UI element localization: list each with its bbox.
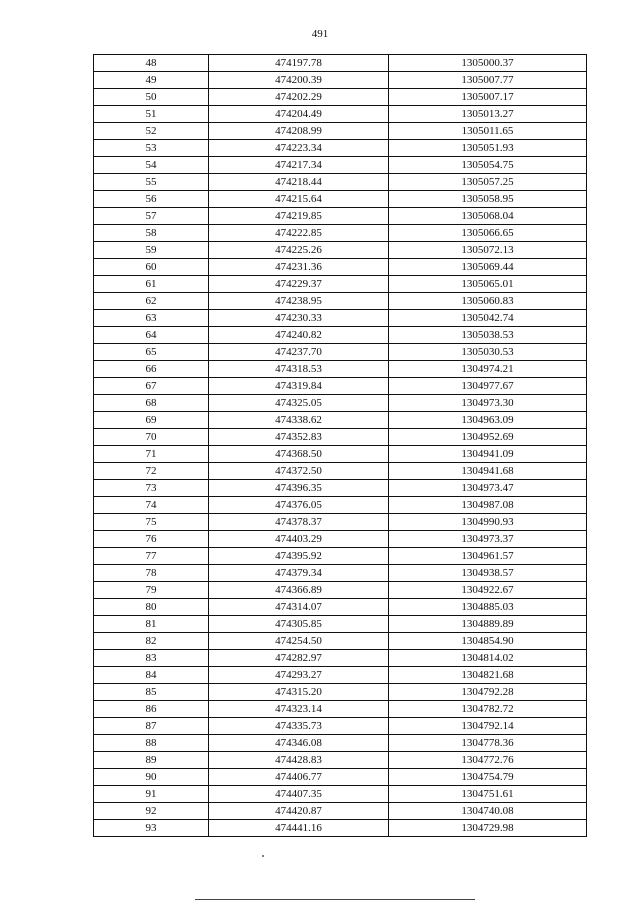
table-row xyxy=(94,361,587,378)
x-coordinate-cell: 474282.97 xyxy=(209,650,389,667)
point-number-cell: 93 xyxy=(94,820,209,837)
y-coordinate-cell: 1305000.37 xyxy=(389,55,587,72)
point-number-cell: 83 xyxy=(94,650,209,667)
x-coordinate-cell: 474378.37 xyxy=(209,514,389,531)
point-number-cell: 65 xyxy=(94,344,209,361)
y-coordinate-cell: 1304922.67 xyxy=(389,582,587,599)
point-number-cell: 81 xyxy=(94,616,209,633)
y-coordinate-cell: 1305038.53 xyxy=(389,327,587,344)
x-coordinate-cell: 474441.16 xyxy=(209,820,389,837)
x-coordinate-cell: 474335.73 xyxy=(209,718,389,735)
point-number-cell: 60 xyxy=(94,259,209,276)
x-coordinate-cell: 474379.34 xyxy=(209,565,389,582)
x-coordinate-cell: 474407.35 xyxy=(209,786,389,803)
table-row xyxy=(94,480,587,497)
table-row xyxy=(94,718,587,735)
point-number-cell: 48 xyxy=(94,55,209,72)
y-coordinate-cell: 1304963.09 xyxy=(389,412,587,429)
x-coordinate-cell: 474219.85 xyxy=(209,208,389,225)
point-number-cell: 76 xyxy=(94,531,209,548)
y-coordinate-cell: 1304974.21 xyxy=(389,361,587,378)
point-number-cell: 50 xyxy=(94,89,209,106)
table-row xyxy=(94,701,587,718)
table-row xyxy=(94,667,587,684)
coordinate-table-body xyxy=(94,55,587,837)
table-row xyxy=(94,531,587,548)
point-number-cell: 82 xyxy=(94,633,209,650)
point-number-cell: 91 xyxy=(94,786,209,803)
point-number-cell: 77 xyxy=(94,548,209,565)
point-number-cell: 64 xyxy=(94,327,209,344)
table-row xyxy=(94,378,587,395)
y-coordinate-cell: 1304751.61 xyxy=(389,786,587,803)
x-coordinate-cell: 474314.07 xyxy=(209,599,389,616)
point-number-cell: 70 xyxy=(94,429,209,446)
x-coordinate-cell: 474230.33 xyxy=(209,310,389,327)
table-row xyxy=(94,514,587,531)
table-row xyxy=(94,225,587,242)
table-row xyxy=(94,123,587,140)
point-number-cell: 61 xyxy=(94,276,209,293)
point-number-cell: 52 xyxy=(94,123,209,140)
y-coordinate-cell: 1304772.76 xyxy=(389,752,587,769)
y-coordinate-cell: 1304987.08 xyxy=(389,497,587,514)
x-coordinate-cell: 474231.36 xyxy=(209,259,389,276)
point-number-cell: 90 xyxy=(94,769,209,786)
y-coordinate-cell: 1305007.17 xyxy=(389,89,587,106)
point-number-cell: 54 xyxy=(94,157,209,174)
y-coordinate-cell: 1304792.28 xyxy=(389,684,587,701)
y-coordinate-cell: 1304941.09 xyxy=(389,446,587,463)
scan-speck xyxy=(262,855,264,857)
point-number-cell: 79 xyxy=(94,582,209,599)
x-coordinate-cell: 474420.87 xyxy=(209,803,389,820)
table-row xyxy=(94,242,587,259)
point-number-cell: 63 xyxy=(94,310,209,327)
table-row xyxy=(94,293,587,310)
x-coordinate-cell: 474229.37 xyxy=(209,276,389,293)
table-row xyxy=(94,616,587,633)
y-coordinate-cell: 1304778.36 xyxy=(389,735,587,752)
table-row xyxy=(94,327,587,344)
table-row xyxy=(94,89,587,106)
page-number: 491 xyxy=(311,28,329,40)
table-row xyxy=(94,55,587,72)
x-coordinate-cell: 474396.35 xyxy=(209,480,389,497)
table-row xyxy=(94,735,587,752)
table-row xyxy=(94,208,587,225)
table-row xyxy=(94,276,587,293)
y-coordinate-cell: 1304990.93 xyxy=(389,514,587,531)
table-row xyxy=(94,786,587,803)
y-coordinate-cell: 1304977.67 xyxy=(389,378,587,395)
x-coordinate-cell: 474318.53 xyxy=(209,361,389,378)
y-coordinate-cell: 1304961.57 xyxy=(389,548,587,565)
y-coordinate-cell: 1305060.83 xyxy=(389,293,587,310)
y-coordinate-cell: 1305068.04 xyxy=(389,208,587,225)
x-coordinate-cell: 474352.83 xyxy=(209,429,389,446)
table-row xyxy=(94,497,587,514)
x-coordinate-cell: 474240.82 xyxy=(209,327,389,344)
y-coordinate-cell: 1305030.53 xyxy=(389,344,587,361)
point-number-cell: 73 xyxy=(94,480,209,497)
x-coordinate-cell: 474315.20 xyxy=(209,684,389,701)
y-coordinate-cell: 1305069.44 xyxy=(389,259,587,276)
table-row xyxy=(94,191,587,208)
table-row xyxy=(94,310,587,327)
x-coordinate-cell: 474428.83 xyxy=(209,752,389,769)
y-coordinate-cell: 1304854.90 xyxy=(389,633,587,650)
y-coordinate-cell: 1304782.72 xyxy=(389,701,587,718)
x-coordinate-cell: 474238.95 xyxy=(209,293,389,310)
point-number-cell: 87 xyxy=(94,718,209,735)
point-number-cell: 69 xyxy=(94,412,209,429)
point-number-cell: 59 xyxy=(94,242,209,259)
y-coordinate-cell: 1304952.69 xyxy=(389,429,587,446)
y-coordinate-cell: 1304973.37 xyxy=(389,531,587,548)
point-number-cell: 67 xyxy=(94,378,209,395)
x-coordinate-cell: 474403.29 xyxy=(209,531,389,548)
y-coordinate-cell: 1304941.68 xyxy=(389,463,587,480)
table-row xyxy=(94,582,587,599)
x-coordinate-cell: 474254.50 xyxy=(209,633,389,650)
table-row xyxy=(94,395,587,412)
x-coordinate-cell: 474197.78 xyxy=(209,55,389,72)
point-number-cell: 92 xyxy=(94,803,209,820)
table-row xyxy=(94,599,587,616)
x-coordinate-cell: 474202.29 xyxy=(209,89,389,106)
y-coordinate-cell: 1304740.08 xyxy=(389,803,587,820)
y-coordinate-cell: 1305065.01 xyxy=(389,276,587,293)
y-coordinate-cell: 1304814.02 xyxy=(389,650,587,667)
x-coordinate-cell: 474395.92 xyxy=(209,548,389,565)
y-coordinate-cell: 1304754.79 xyxy=(389,769,587,786)
table-row xyxy=(94,684,587,701)
x-coordinate-cell: 474218.44 xyxy=(209,174,389,191)
point-number-cell: 84 xyxy=(94,667,209,684)
x-coordinate-cell: 474323.14 xyxy=(209,701,389,718)
x-coordinate-cell: 474223.34 xyxy=(209,140,389,157)
y-coordinate-cell: 1305058.95 xyxy=(389,191,587,208)
point-number-cell: 55 xyxy=(94,174,209,191)
table-row xyxy=(94,412,587,429)
y-coordinate-cell: 1305007.77 xyxy=(389,72,587,89)
y-coordinate-cell: 1304729.98 xyxy=(389,820,587,837)
x-coordinate-cell: 474215.64 xyxy=(209,191,389,208)
point-number-cell: 78 xyxy=(94,565,209,582)
point-number-cell: 89 xyxy=(94,752,209,769)
y-coordinate-cell: 1304973.30 xyxy=(389,395,587,412)
point-number-cell: 49 xyxy=(94,72,209,89)
table-row xyxy=(94,106,587,123)
point-number-cell: 51 xyxy=(94,106,209,123)
table-row xyxy=(94,769,587,786)
x-coordinate-cell: 474346.08 xyxy=(209,735,389,752)
point-number-cell: 80 xyxy=(94,599,209,616)
point-number-cell: 75 xyxy=(94,514,209,531)
y-coordinate-cell: 1305051.93 xyxy=(389,140,587,157)
x-coordinate-cell: 474406.77 xyxy=(209,769,389,786)
x-coordinate-cell: 474376.05 xyxy=(209,497,389,514)
y-coordinate-cell: 1304938.57 xyxy=(389,565,587,582)
y-coordinate-cell: 1305066.65 xyxy=(389,225,587,242)
table-row xyxy=(94,344,587,361)
y-coordinate-cell: 1304885.03 xyxy=(389,599,587,616)
x-coordinate-cell: 474319.84 xyxy=(209,378,389,395)
point-number-cell: 66 xyxy=(94,361,209,378)
point-number-cell: 72 xyxy=(94,463,209,480)
y-coordinate-cell: 1305013.27 xyxy=(389,106,587,123)
y-coordinate-cell: 1305042.74 xyxy=(389,310,587,327)
y-coordinate-cell: 1305054.75 xyxy=(389,157,587,174)
x-coordinate-cell: 474366.89 xyxy=(209,582,389,599)
y-coordinate-cell: 1305057.25 xyxy=(389,174,587,191)
point-number-cell: 57 xyxy=(94,208,209,225)
x-coordinate-cell: 474368.50 xyxy=(209,446,389,463)
point-number-cell: 56 xyxy=(94,191,209,208)
x-coordinate-cell: 474217.34 xyxy=(209,157,389,174)
x-coordinate-cell: 474237.70 xyxy=(209,344,389,361)
table-row xyxy=(94,174,587,191)
table-row xyxy=(94,752,587,769)
point-number-cell: 74 xyxy=(94,497,209,514)
x-coordinate-cell: 474325.05 xyxy=(209,395,389,412)
x-coordinate-cell: 474338.62 xyxy=(209,412,389,429)
table-row xyxy=(94,650,587,667)
x-coordinate-cell: 474305.85 xyxy=(209,616,389,633)
table-row xyxy=(94,157,587,174)
x-coordinate-cell: 474293.27 xyxy=(209,667,389,684)
table-row xyxy=(94,633,587,650)
coordinate-table xyxy=(93,54,587,837)
point-number-cell: 85 xyxy=(94,684,209,701)
x-coordinate-cell: 474222.85 xyxy=(209,225,389,242)
y-coordinate-cell: 1304973.47 xyxy=(389,480,587,497)
point-number-cell: 68 xyxy=(94,395,209,412)
table-row xyxy=(94,463,587,480)
table-row xyxy=(94,72,587,89)
table-row xyxy=(94,548,587,565)
x-coordinate-cell: 474225.26 xyxy=(209,242,389,259)
y-coordinate-cell: 1305011.65 xyxy=(389,123,587,140)
table-row xyxy=(94,803,587,820)
y-coordinate-cell: 1305072.13 xyxy=(389,242,587,259)
y-coordinate-cell: 1304821.68 xyxy=(389,667,587,684)
x-coordinate-cell: 474200.39 xyxy=(209,72,389,89)
y-coordinate-cell: 1304889.89 xyxy=(389,616,587,633)
table-row xyxy=(94,140,587,157)
x-coordinate-cell: 474208.99 xyxy=(209,123,389,140)
table-row xyxy=(94,820,587,837)
table-row xyxy=(94,565,587,582)
table-row xyxy=(94,446,587,463)
y-coordinate-cell: 1304792.14 xyxy=(389,718,587,735)
point-number-cell: 53 xyxy=(94,140,209,157)
point-number-cell: 62 xyxy=(94,293,209,310)
table-row xyxy=(94,429,587,446)
point-number-cell: 58 xyxy=(94,225,209,242)
bottom-rule xyxy=(195,899,475,900)
x-coordinate-cell: 474204.49 xyxy=(209,106,389,123)
x-coordinate-cell: 474372.50 xyxy=(209,463,389,480)
point-number-cell: 86 xyxy=(94,701,209,718)
point-number-cell: 88 xyxy=(94,735,209,752)
point-number-cell: 71 xyxy=(94,446,209,463)
table-row xyxy=(94,259,587,276)
